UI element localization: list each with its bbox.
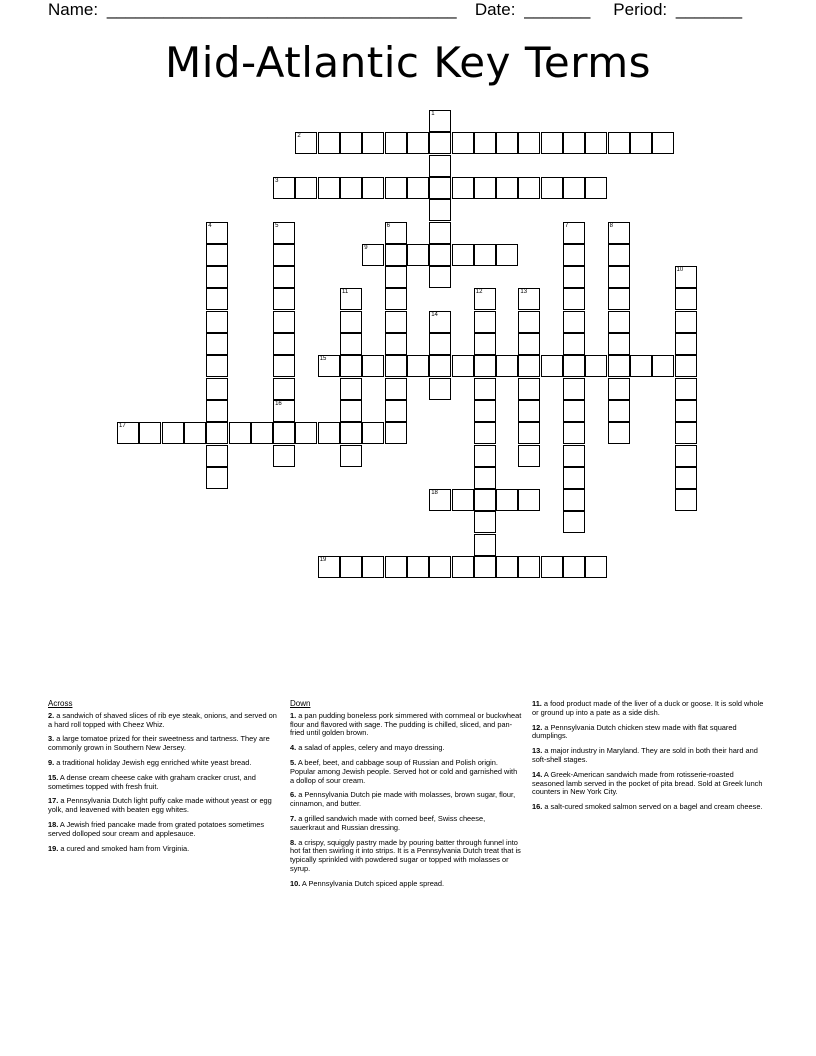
grid-cell[interactable] xyxy=(518,400,540,422)
grid-cell[interactable] xyxy=(496,244,518,266)
date-label: Date: xyxy=(474,0,516,19)
clue-number: 4. xyxy=(290,743,297,753)
cell-number: 8 xyxy=(609,222,613,229)
grid-cell[interactable] xyxy=(474,311,496,333)
name-label: Name: xyxy=(48,0,99,19)
across-clues xyxy=(48,700,280,859)
grid-cell[interactable] xyxy=(563,266,585,288)
grid-cell[interactable] xyxy=(652,132,674,154)
clue-number: 5. xyxy=(290,757,297,767)
grid-cell[interactable] xyxy=(518,333,540,355)
across-heading: Across xyxy=(48,699,73,708)
clue-number: 19. xyxy=(48,843,59,853)
grid-cell[interactable] xyxy=(295,177,317,199)
grid-cell[interactable] xyxy=(563,177,585,199)
clue-item xyxy=(290,815,522,833)
grid-cell[interactable] xyxy=(608,222,630,244)
clue-item xyxy=(48,797,280,815)
grid-cell[interactable] xyxy=(206,378,228,400)
grid-cell[interactable] xyxy=(474,400,496,422)
grid-cell[interactable] xyxy=(429,311,451,333)
clue-item xyxy=(290,839,522,874)
clue-number: 10. xyxy=(290,878,301,888)
clue-text: A Jewish fried pancake made from grated potatoes sometimes served dolloped sour cream and applesauce. xyxy=(48,819,265,838)
grid-cell[interactable] xyxy=(407,556,429,578)
cell-number: 17 xyxy=(119,423,126,430)
grid-cell[interactable] xyxy=(675,288,697,310)
grid-cell[interactable] xyxy=(117,422,139,444)
clue-item xyxy=(532,724,764,742)
grid-cell[interactable] xyxy=(496,355,518,377)
clue-text: A dense cream cheese cake with graham cracker crust, and sometimes topped with fresh fruit. xyxy=(48,772,256,791)
clue-number: 9. xyxy=(48,757,55,767)
cell-number: 19 xyxy=(319,557,327,563)
grid-cell[interactable] xyxy=(206,244,228,266)
cell-number: 7 xyxy=(565,222,569,229)
grid-cell[interactable] xyxy=(362,556,384,578)
grid-cell[interactable] xyxy=(340,556,362,578)
grid-cell[interactable] xyxy=(585,132,607,154)
grid-cell[interactable] xyxy=(273,333,295,355)
cell-number: 10 xyxy=(676,267,684,274)
grid-cell[interactable] xyxy=(675,333,697,355)
grid-cell[interactable] xyxy=(206,288,228,310)
down-heading: Down xyxy=(290,699,311,708)
down-clues xyxy=(290,700,522,895)
down-clues-continued xyxy=(532,700,764,818)
grid-cell[interactable] xyxy=(452,355,474,377)
grid-cell[interactable] xyxy=(652,355,674,377)
grid-cell[interactable] xyxy=(318,177,340,199)
name-blank[interactable]: _____________________________________ xyxy=(106,0,457,19)
grid-cell[interactable] xyxy=(496,489,518,511)
clue-number: 13. xyxy=(532,746,543,756)
grid-cell[interactable] xyxy=(608,355,630,377)
clue-text: a major industry in Maryland. They are sold in both their hard and soft-shell stages. xyxy=(532,746,758,764)
clue-item xyxy=(290,712,522,738)
clue-number: 1. xyxy=(290,710,297,720)
grid-cell[interactable] xyxy=(518,556,540,578)
clue-number: 7. xyxy=(290,813,297,823)
grid-cell[interactable] xyxy=(407,244,429,266)
grid-cell[interactable] xyxy=(429,222,451,244)
grid-cell[interactable] xyxy=(162,422,184,444)
grid-cell[interactable] xyxy=(452,489,474,511)
grid-cell[interactable] xyxy=(675,355,697,377)
grid-cell[interactable] xyxy=(496,556,518,578)
clue-item xyxy=(48,774,280,792)
grid-cell[interactable] xyxy=(206,400,228,422)
cell-number: 5 xyxy=(275,222,279,229)
grid-cell[interactable] xyxy=(273,288,295,310)
grid-cell[interactable] xyxy=(429,355,451,377)
grid-cell[interactable] xyxy=(429,132,451,154)
clue-number: 2. xyxy=(48,710,55,720)
grid-cell[interactable] xyxy=(585,355,607,377)
cell-number: 14 xyxy=(431,311,438,318)
grid-cell[interactable] xyxy=(273,177,295,199)
clue-text: a sandwich of shaved slices of rib eye steak, onions, and served on a hard roll topped with Cheez Whiz. xyxy=(48,710,277,729)
grid-cell[interactable] xyxy=(474,355,496,377)
grid-cell[interactable] xyxy=(474,467,496,489)
grid-cell[interactable] xyxy=(429,556,451,578)
clue-item xyxy=(48,821,280,839)
date-blank[interactable]: _______ xyxy=(524,0,591,19)
grid-cell[interactable] xyxy=(429,333,451,355)
cell-number: 9 xyxy=(364,244,368,251)
grid-cell[interactable] xyxy=(385,556,407,578)
cell-number: 3 xyxy=(275,177,279,184)
grid-cell[interactable] xyxy=(675,400,697,422)
grid-cell[interactable] xyxy=(385,400,407,422)
grid-cell[interactable] xyxy=(273,266,295,288)
grid-cell[interactable] xyxy=(474,534,496,556)
page-title: Mid-Atlantic Key Terms xyxy=(164,38,652,87)
grid-cell[interactable] xyxy=(295,132,317,154)
grid-cell[interactable] xyxy=(563,132,585,154)
grid-cell[interactable] xyxy=(675,467,697,489)
grid-cell[interactable] xyxy=(563,288,585,310)
cell-number: 1 xyxy=(431,111,435,117)
grid-cell[interactable] xyxy=(273,422,295,444)
clue-item xyxy=(532,700,764,718)
clue-item xyxy=(48,735,280,753)
grid-cell[interactable] xyxy=(563,355,585,377)
grid-cell[interactable] xyxy=(429,110,451,132)
clue-number: 14. xyxy=(532,769,543,779)
clue-number: 17. xyxy=(48,796,59,806)
grid-cell[interactable] xyxy=(675,311,697,333)
period-blank[interactable]: _______ xyxy=(675,0,743,19)
grid-cell[interactable] xyxy=(518,288,540,310)
grid-cell[interactable] xyxy=(541,556,563,578)
grid-cell[interactable] xyxy=(273,378,295,400)
grid-cell[interactable] xyxy=(518,445,540,467)
grid-cell[interactable] xyxy=(407,177,429,199)
clue-number: 18. xyxy=(48,819,59,829)
grid-cell[interactable] xyxy=(273,445,295,467)
grid-cell[interactable] xyxy=(608,378,630,400)
grid-cell[interactable] xyxy=(385,266,407,288)
clue-item xyxy=(48,759,280,768)
grid-cell[interactable] xyxy=(429,244,451,266)
grid-cell[interactable] xyxy=(340,355,362,377)
clue-text: a salt-cured smoked salmon served on a bagel and cream cheese. xyxy=(542,802,763,812)
grid-cell[interactable] xyxy=(496,132,518,154)
grid-cell[interactable] xyxy=(675,266,697,288)
grid-cell[interactable] xyxy=(407,355,429,377)
grid-cell[interactable] xyxy=(385,132,407,154)
grid-cell[interactable] xyxy=(608,311,630,333)
grid-cell[interactable] xyxy=(295,422,317,444)
clue-number: 12. xyxy=(532,722,543,732)
grid-cell[interactable] xyxy=(318,556,340,578)
clue-text: a traditional holiday Jewish egg enriched white yeast bread. xyxy=(54,757,252,767)
grid-cell[interactable] xyxy=(318,422,340,444)
grid-cell[interactable] xyxy=(429,266,451,288)
clue-text: a cured and smoked ham from Virginia. xyxy=(58,843,190,853)
grid-cell[interactable] xyxy=(563,311,585,333)
grid-cell[interactable] xyxy=(385,244,407,266)
grid-cell[interactable] xyxy=(362,177,384,199)
grid-cell[interactable] xyxy=(585,556,607,578)
grid-cell[interactable] xyxy=(340,445,362,467)
clue-text: A Greek-American sandwich made from rotisserie-roasted seasoned lamb served in the pocket of pita bread. Sold at Greek lunch counters in New York City. xyxy=(532,769,763,797)
grid-cell[interactable] xyxy=(206,333,228,355)
grid-cell[interactable] xyxy=(385,422,407,444)
grid-cell[interactable] xyxy=(518,355,540,377)
grid-cell[interactable] xyxy=(608,266,630,288)
grid-cell[interactable] xyxy=(273,355,295,377)
clue-item xyxy=(290,759,522,785)
grid-cell[interactable] xyxy=(385,378,407,400)
cell-number: 16 xyxy=(275,400,282,407)
grid-cell[interactable] xyxy=(474,511,496,533)
grid-cell[interactable] xyxy=(474,378,496,400)
grid-cell[interactable] xyxy=(563,222,585,244)
grid-cell[interactable] xyxy=(184,422,206,444)
grid-cell[interactable] xyxy=(496,177,518,199)
clue-text: a large tomatoe prized for their sweetness and tartness. They are commonly grown in Southern New Jersey. xyxy=(48,734,270,753)
grid-cell[interactable] xyxy=(206,445,228,467)
grid-cell[interactable] xyxy=(563,445,585,467)
grid-cell[interactable] xyxy=(139,422,161,444)
grid-cell[interactable] xyxy=(362,355,384,377)
grid-cell[interactable] xyxy=(385,177,407,199)
grid-cell[interactable] xyxy=(340,288,362,310)
period-label: Period: xyxy=(613,0,668,19)
grid-cell[interactable] xyxy=(273,222,295,244)
grid-cell[interactable] xyxy=(452,177,474,199)
grid-cell[interactable] xyxy=(206,422,228,444)
grid-cell[interactable] xyxy=(563,244,585,266)
clue-text: a grilled sandwich made with corned beef, Swiss cheese, sauerkraut and Russian dressing. xyxy=(290,813,486,832)
clue-text: a Pennsylvania Dutch pie made with molasses, brown sugar, flour, cinnamon, and butter. xyxy=(290,790,516,809)
grid-cell[interactable] xyxy=(474,422,496,444)
grid-cell[interactable] xyxy=(385,333,407,355)
grid-cell[interactable] xyxy=(563,556,585,578)
grid-cell[interactable] xyxy=(206,222,228,244)
grid-cell[interactable] xyxy=(229,422,251,444)
grid-cell[interactable] xyxy=(452,556,474,578)
grid-cell[interactable] xyxy=(251,422,273,444)
grid-cell[interactable] xyxy=(518,422,540,444)
grid-cell[interactable] xyxy=(608,288,630,310)
grid-cell[interactable] xyxy=(385,311,407,333)
cell-number: 11 xyxy=(342,289,349,296)
cell-number: 13 xyxy=(520,289,528,296)
grid-cell[interactable] xyxy=(474,445,496,467)
grid-cell[interactable] xyxy=(474,556,496,578)
grid-cell[interactable] xyxy=(206,467,228,489)
grid-cell[interactable] xyxy=(518,489,540,511)
grid-cell[interactable] xyxy=(340,132,362,154)
grid-cell[interactable] xyxy=(340,422,362,444)
clue-text: a salad of apples, celery and mayo dressing. xyxy=(296,743,445,753)
clue-text: a crispy, squiggly pastry made by pouring batter through funnel into hot fat then swirling it into strips. It is a Pennsylvania Dutch treat that is typically sprinkled with powdered sugar or topped with molasses or syrup. xyxy=(290,837,521,873)
grid-cell[interactable] xyxy=(407,132,429,154)
grid-cell[interactable] xyxy=(340,311,362,333)
clue-item xyxy=(532,747,764,765)
grid-cell[interactable] xyxy=(206,266,228,288)
grid-cell[interactable] xyxy=(563,333,585,355)
grid-cell[interactable] xyxy=(675,489,697,511)
grid-cell[interactable] xyxy=(541,177,563,199)
grid-cell[interactable] xyxy=(608,333,630,355)
grid-cell[interactable] xyxy=(340,378,362,400)
clue-text: a Pennsylvania Dutch chicken stew made with flat squared dumplings. xyxy=(532,722,737,741)
grid-cell[interactable] xyxy=(563,489,585,511)
grid-cell[interactable] xyxy=(518,177,540,199)
grid-cell[interactable] xyxy=(429,177,451,199)
clue-number: 16. xyxy=(532,802,543,812)
grid-cell[interactable] xyxy=(474,244,496,266)
clue-text: a food product made of the liver of a duck or goose. It is sold whole or ground up into a pate as a side dish. xyxy=(532,699,764,717)
grid-cell[interactable] xyxy=(273,244,295,266)
grid-cell[interactable] xyxy=(608,132,630,154)
grid-cell[interactable] xyxy=(452,132,474,154)
grid-cell[interactable] xyxy=(675,422,697,444)
grid-cell[interactable] xyxy=(563,511,585,533)
grid-cell[interactable] xyxy=(563,400,585,422)
grid-cell[interactable] xyxy=(362,244,384,266)
grid-cell[interactable] xyxy=(340,177,362,199)
grid-cell[interactable] xyxy=(518,378,540,400)
grid-cell[interactable] xyxy=(608,400,630,422)
clue-number: 15. xyxy=(48,772,59,782)
clue-number: 3. xyxy=(48,734,55,744)
grid-cell[interactable] xyxy=(385,355,407,377)
clue-item xyxy=(532,803,764,812)
grid-cell[interactable] xyxy=(518,311,540,333)
grid-cell[interactable] xyxy=(362,132,384,154)
grid-cell[interactable] xyxy=(206,311,228,333)
grid-cell[interactable] xyxy=(429,199,451,221)
grid-cell[interactable] xyxy=(429,378,451,400)
grid-cell[interactable] xyxy=(362,422,384,444)
grid-cell[interactable] xyxy=(340,400,362,422)
grid-cell[interactable] xyxy=(340,333,362,355)
cell-number: 6 xyxy=(386,222,390,229)
grid-cell[interactable] xyxy=(630,132,652,154)
grid-cell[interactable] xyxy=(675,445,697,467)
clue-item xyxy=(290,791,522,809)
grid-cell[interactable] xyxy=(541,132,563,154)
grid-cell[interactable] xyxy=(474,288,496,310)
grid-cell[interactable] xyxy=(675,378,697,400)
cell-number: 4 xyxy=(208,222,212,229)
clue-item xyxy=(290,880,522,889)
grid-cell[interactable] xyxy=(563,378,585,400)
grid-cell[interactable] xyxy=(273,400,295,422)
clue-text: A beef, beet, and cabbage soup of Russian and Polish origin. Popular among Jewish people. Served hot or cold and garnished with a dollop of sour cream. xyxy=(290,757,518,785)
grid-cell[interactable] xyxy=(474,489,496,511)
grid-cell[interactable] xyxy=(385,288,407,310)
grid-cell[interactable] xyxy=(608,244,630,266)
grid-cell[interactable] xyxy=(385,222,407,244)
cell-number: 12 xyxy=(475,289,483,296)
grid-cell[interactable] xyxy=(518,132,540,154)
grid-cell[interactable] xyxy=(206,355,228,377)
cell-number: 18 xyxy=(431,490,438,497)
grid-cell[interactable] xyxy=(429,155,451,177)
clue-item xyxy=(290,744,522,753)
clue-number: 11. xyxy=(532,699,542,708)
clue-item xyxy=(532,771,764,797)
clue-text: a pan pudding boneless pork simmered with cornmeal or buckwheat flour and flavored with sage. The pudding is chilled, sliced, and pan-fried until golden brown. xyxy=(290,710,522,738)
grid-cell[interactable] xyxy=(474,132,496,154)
grid-cell[interactable] xyxy=(452,244,474,266)
cell-number: 15 xyxy=(319,356,327,363)
grid-cell[interactable] xyxy=(630,355,652,377)
clue-text: a Pennsylvania Dutch light puffy cake made without yeast or egg yolk, and leavened with beaten egg whites. xyxy=(48,796,272,815)
grid-cell[interactable] xyxy=(585,177,607,199)
cell-number: 2 xyxy=(297,133,301,140)
grid-cell[interactable] xyxy=(563,467,585,489)
clue-text: A Pennsylvania Dutch spiced apple spread. xyxy=(300,878,445,888)
grid-cell[interactable] xyxy=(318,355,340,377)
clue-item xyxy=(48,845,280,854)
grid-cell[interactable] xyxy=(563,422,585,444)
clue-number: 8. xyxy=(290,837,297,847)
clue-number: 6. xyxy=(290,790,297,800)
grid-cell[interactable] xyxy=(429,489,451,511)
grid-cell[interactable] xyxy=(273,311,295,333)
grid-cell[interactable] xyxy=(541,355,563,377)
grid-cell[interactable] xyxy=(318,132,340,154)
grid-cell[interactable] xyxy=(474,333,496,355)
clue-item xyxy=(48,712,280,730)
grid-cell[interactable] xyxy=(474,177,496,199)
grid-cell[interactable] xyxy=(608,422,630,444)
